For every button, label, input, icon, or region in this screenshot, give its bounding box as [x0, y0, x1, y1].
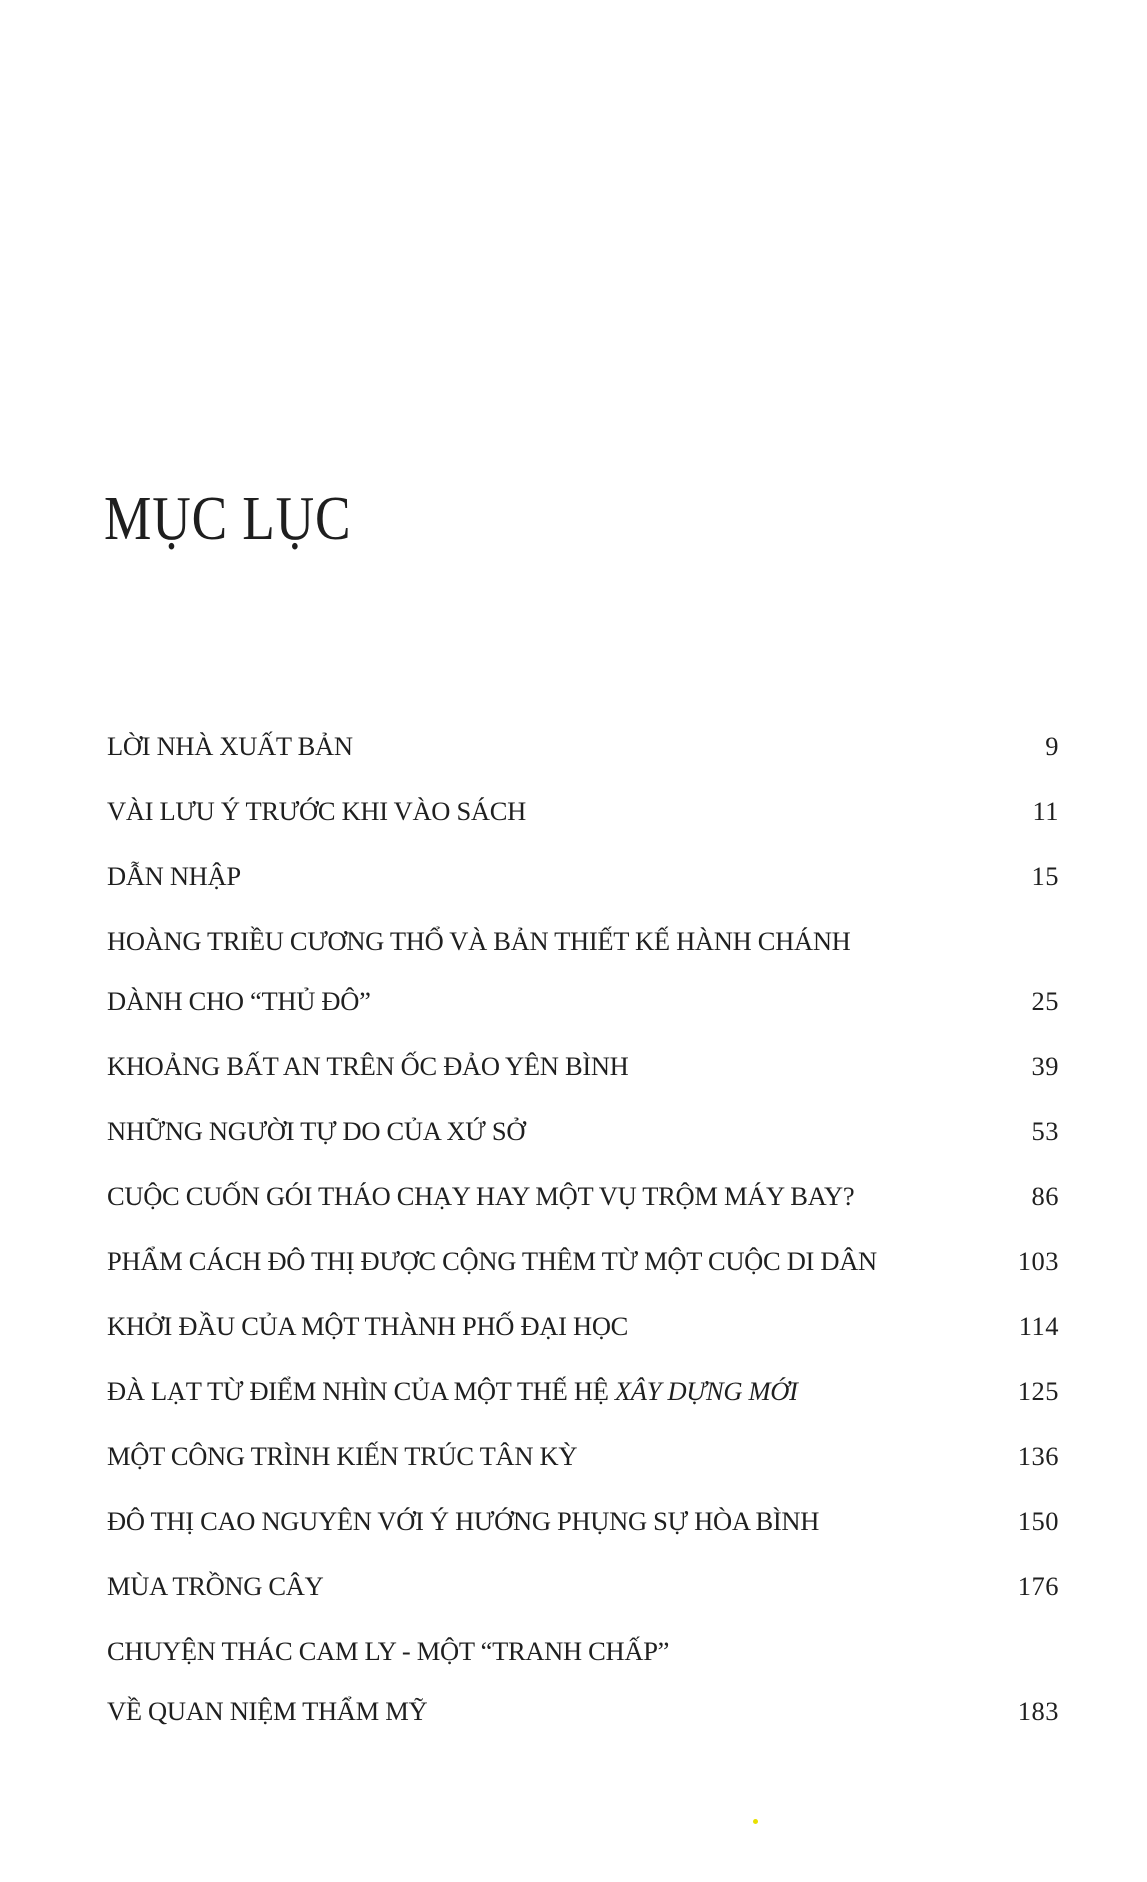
- toc-entry-title: PHẨM CÁCH ĐÔ THỊ ĐƯỢC CỘNG THÊM TỪ MỘT CUỘC DI DÂN: [107, 1246, 877, 1276]
- toc-entry-page-number: 11: [1032, 796, 1059, 826]
- toc-entry-title: LỜI NHÀ XUẤT BẢN: [107, 731, 353, 761]
- toc-entry-title: DẪN NHẬP: [107, 861, 241, 891]
- toc-entry-title: NHỮNG NGƯỜI TỰ DO CỦA XỨ SỞ: [107, 1116, 526, 1146]
- toc-entry-page-number: 39: [1031, 1051, 1059, 1081]
- toc-entry-page-number: 53: [1031, 1116, 1059, 1146]
- toc-entry-page-number: 86: [1031, 1181, 1059, 1211]
- toc-entry-page-number: 136: [1017, 1441, 1059, 1471]
- toc-entry[interactable]: [107, 716, 1059, 776]
- toc-entry-title: CHUYỆN THÁC CAM LY - MỘT “TRANH CHẤP” VỀ QUAN NIỆM THẨM MỸ: [107, 1636, 670, 1726]
- toc-entry[interactable]: [107, 1296, 1059, 1356]
- toc-entry-title: HOÀNG TRIỀU CƯƠNG THỔ VÀ BẢN THIẾT KẾ HÀNH CHÁNH DÀNH CHO “THỦ ĐÔ”: [107, 926, 851, 1016]
- toc-entry[interactable]: [107, 1166, 1059, 1226]
- toc-entry[interactable]: [107, 846, 1059, 906]
- scan-speck: [753, 1819, 758, 1824]
- toc-entry-title: MỘT CÔNG TRÌNH KIẾN TRÚC TÂN KỲ: [107, 1441, 578, 1471]
- toc-entry[interactable]: [107, 1556, 1059, 1616]
- toc-entry-title-emphasis: XÂY DỰNG MỚI: [614, 1376, 798, 1406]
- toc-entry-page-number: 183: [1017, 1696, 1059, 1726]
- toc-entry-title: [107, 1361, 999, 1421]
- toc-entry-title: CUỘC CUỐN GÓI THÁO CHẠY HAY MỘT VỤ TRỘM MÁY BAY?: [107, 1181, 855, 1211]
- table-of-contents: [107, 716, 1059, 1746]
- toc-entry-title-text: ĐÀ LẠT TỪ ĐIỂM NHÌN CỦA MỘT THẾ HỆ: [107, 1376, 615, 1406]
- toc-entry-title: VÀI LƯU Ý TRƯỚC KHI VÀO SÁCH: [107, 796, 526, 826]
- toc-entry-page-number: 125: [1017, 1376, 1059, 1406]
- toc-entry-page-number: 9: [1045, 731, 1059, 761]
- toc-entry[interactable]: [107, 1036, 1059, 1096]
- toc-entry[interactable]: [107, 1491, 1059, 1551]
- toc-entry[interactable]: [107, 781, 1059, 841]
- toc-entry-title: ĐÔ THỊ CAO NGUYÊN VỚI Ý HƯỚNG PHỤNG SỰ HÒA BÌNH: [107, 1506, 820, 1536]
- toc-entry-page-number: 25: [1031, 986, 1059, 1016]
- toc-entry-page-number: 15: [1031, 861, 1059, 891]
- toc-entry-page-number: 176: [1017, 1571, 1059, 1601]
- toc-entry[interactable]: [107, 1361, 1059, 1421]
- page-title: MỤC LỤC: [104, 485, 352, 553]
- toc-entry[interactable]: [107, 1231, 1059, 1291]
- toc-entry-title: MÙA TRỒNG CÂY: [107, 1571, 324, 1601]
- toc-entry-title: KHỞI ĐẦU CỦA MỘT THÀNH PHỐ ĐẠI HỌC: [107, 1311, 629, 1341]
- toc-entry-title: KHOẢNG BẤT AN TRÊN ỐC ĐẢO YÊN BÌNH: [107, 1051, 629, 1081]
- toc-entry[interactable]: [107, 1426, 1059, 1486]
- toc-entry-page-number: 150: [1017, 1506, 1059, 1536]
- toc-entry-page-number: 103: [1017, 1246, 1059, 1276]
- toc-entry-page-number: 114: [1018, 1311, 1059, 1341]
- toc-entry[interactable]: [107, 1621, 1059, 1741]
- toc-entry[interactable]: [107, 1101, 1059, 1161]
- toc-entry[interactable]: [107, 911, 1059, 1031]
